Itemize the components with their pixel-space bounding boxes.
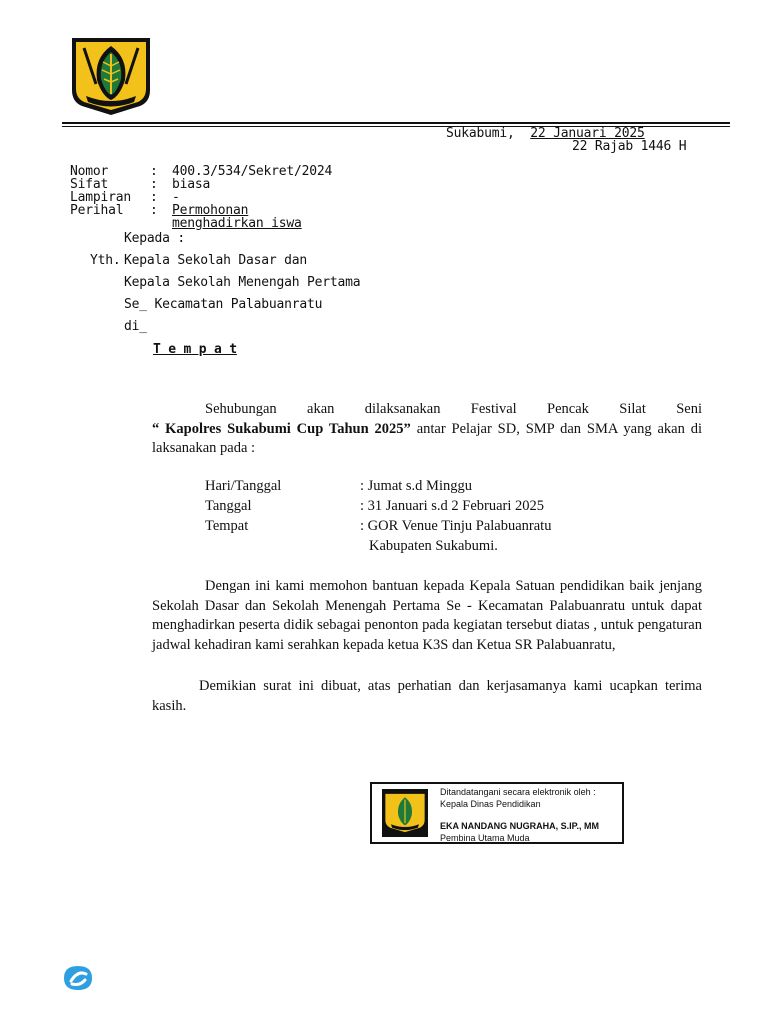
lampiran-value: - bbox=[172, 190, 180, 205]
sifat-label: Sifat bbox=[70, 177, 109, 192]
intro-paragraph bbox=[152, 400, 702, 459]
place: Sukabumi, bbox=[446, 126, 515, 141]
nomor-label: Nomor bbox=[70, 164, 109, 179]
sifat-value: biasa bbox=[172, 177, 211, 192]
colon: : bbox=[150, 164, 158, 179]
detail-label: Hari/Tanggal bbox=[205, 478, 282, 494]
detail-value: : GOR Venue Tinju Palabuanratu bbox=[360, 518, 552, 534]
detail-label: Tanggal bbox=[205, 498, 252, 514]
hijri-date: 22 Rajab 1446 H bbox=[572, 139, 687, 154]
scribd-logo-icon[interactable] bbox=[60, 962, 96, 992]
signatory-rank: Pembina Utama Muda bbox=[440, 833, 530, 843]
colon: : bbox=[150, 203, 158, 218]
letter-meta bbox=[70, 164, 333, 231]
event-name: “ Kapolres Sukabumi Cup Tahun 2025” bbox=[152, 420, 411, 437]
signature-line2: Kepala Dinas Pendidikan bbox=[440, 799, 541, 809]
crest-icon bbox=[70, 36, 152, 116]
signature-line1: Ditandatangani secara elektronik oleh : bbox=[440, 787, 596, 797]
perihal-label: Perihal bbox=[70, 203, 124, 218]
lampiran-label: Lampiran bbox=[70, 190, 132, 205]
intro-continuation bbox=[152, 420, 702, 459]
kepada-label: Kepada : bbox=[124, 231, 186, 246]
detail-row-hari bbox=[205, 478, 472, 495]
intro-line1: Sehubungan akan dilaksanakan Festival Pencak Silat Seni bbox=[205, 401, 702, 417]
colon: : bbox=[150, 177, 158, 192]
addressee-line4: di_ bbox=[124, 319, 147, 334]
yth-label: Yth. bbox=[90, 253, 121, 268]
addressee-line1: Kepala Sekolah Dasar dan bbox=[124, 253, 308, 268]
header-rule-thick bbox=[62, 122, 730, 124]
addressee-line2: Kepala Sekolah Menengah Pertama bbox=[124, 275, 361, 290]
tempat-heading: T e m p a t bbox=[153, 342, 237, 357]
perihal-value-line2: menghadirkan iswa bbox=[172, 216, 302, 231]
closing-paragraph: Demikian surat ini dibuat, atas perhatian dan kerjasamanya kami ucapkan terima kasih. bbox=[152, 678, 702, 714]
request-paragraph: Dengan ini kami memohon bantuan kepada Kepala Satuan pendidikan baik jenjang Sekolah Dasar dan Sekolah Menengah Pertama Se - Kecamatan Palabuanratu untuk dapat menghadirkan peserta didik sebagai penonton pada kegiatan tersebut diatas , untuk pengaturan jadwal kehadiran kami serahkan kepada ketua K3S dan Ketua SR Palabuanratu, bbox=[152, 578, 702, 653]
regency-crest-logo bbox=[70, 36, 152, 116]
intro-rest: antar Pelajar SD, SMP dan SMA yang akan di laksanakan pada : bbox=[152, 420, 702, 456]
nomor-value: 400.3/534/Sekret/2024 bbox=[172, 164, 333, 179]
perihal-value-line1: Permohonan bbox=[172, 203, 249, 218]
colon: : bbox=[150, 190, 158, 205]
addressee-line3: Se_ Kecamatan Palabuanratu bbox=[124, 297, 323, 312]
signature-text bbox=[440, 786, 599, 844]
detail-row-tanggal bbox=[205, 498, 545, 515]
detail-value: : 31 Januari s.d 2 Februari 2025 bbox=[360, 498, 545, 514]
electronic-signature-box bbox=[370, 782, 624, 844]
detail-label: Tempat bbox=[205, 518, 249, 534]
signature-crest-icon bbox=[382, 789, 428, 841]
signatory-name: EKA NANDANG NUGRAHA, S.IP., MM bbox=[440, 821, 600, 831]
detail-row-tempat bbox=[205, 518, 552, 535]
gregorian-date: 22 Januari 2025 bbox=[530, 126, 645, 141]
detail-value: : Jumat s.d Minggu bbox=[360, 478, 472, 494]
detail-location-extra: Kabupaten Sukabumi. bbox=[369, 538, 498, 554]
